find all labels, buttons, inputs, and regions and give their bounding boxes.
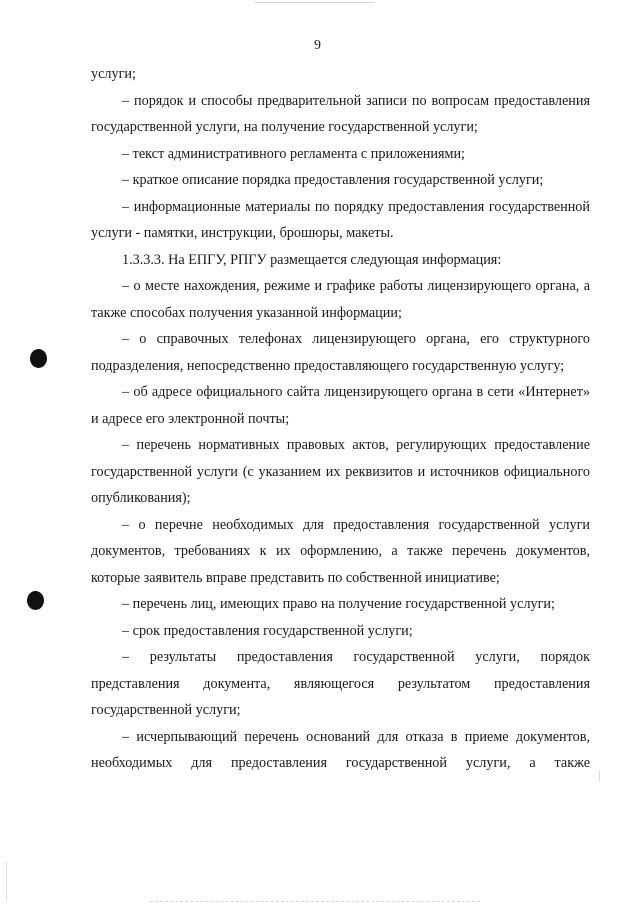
list-item: – исчерпывающий перечень оснований для отказа в приеме документов, необходимых для предоставления государственной услуги, а также — [91, 728, 590, 771]
section-heading: 1.3.3.3. На ЕПГУ, РПГУ размещается следующая информация: — [122, 251, 502, 268]
list-item: – о месте нахождения, режиме и графике работы лицензирующего органа, а также способах получения указанной информации; — [91, 278, 590, 321]
list-item: – об адресе официального сайта лицензирующего органа в сети «Интернет» и адресе его электронной почты; — [91, 384, 590, 427]
list-item: – о перечне необходимых для предоставления государственной услуги документов, требованиях к их оформлению, а также перечень документов, которые заявитель вправе представить по собственной инициативе; — [91, 516, 590, 586]
page-number: 9 — [314, 38, 321, 53]
list-item: – результаты предоставления государственной услуги, порядок представления документа, являющегося результатом предоставления государственной услуги; — [91, 649, 590, 718]
paragraph: услуги; — [91, 66, 136, 82]
list-item: – порядок и способы предварительной записи по вопросам предоставления государственной услуги, на получение государственной услуги; — [91, 92, 590, 135]
scan-artifact — [6, 862, 7, 902]
list-item: – о справочных телефонах лицензирующего органа, его структурного подразделения, непосредственно предоставляющего государственную услугу; — [91, 331, 590, 374]
binder-hole-mark — [30, 349, 47, 368]
list-item: – срок предоставления государственной услуги; — [122, 622, 413, 639]
scan-edge-line — [255, 2, 375, 3]
list-item: – текст административного регламента с приложениями; — [122, 145, 465, 162]
list-item: – перечень лиц, имеющих право на получение государственной услуги; — [122, 596, 555, 612]
scan-edge-line — [150, 901, 480, 903]
scan-artifact — [599, 770, 600, 782]
list-item: – информационные материалы по порядку предоставления государственной услуги - памятки, инструкции, брошюры, макеты. — [91, 198, 590, 241]
list-item: – краткое описание порядка предоставления государственной услуги; — [122, 172, 544, 188]
binder-hole-mark — [27, 591, 44, 610]
list-item: – перечень нормативных правовых актов, регулирующих предоставление государственной услуги (с указанием их реквизитов и источников официального опубликования); — [91, 437, 590, 506]
document-body — [91, 61, 590, 777]
